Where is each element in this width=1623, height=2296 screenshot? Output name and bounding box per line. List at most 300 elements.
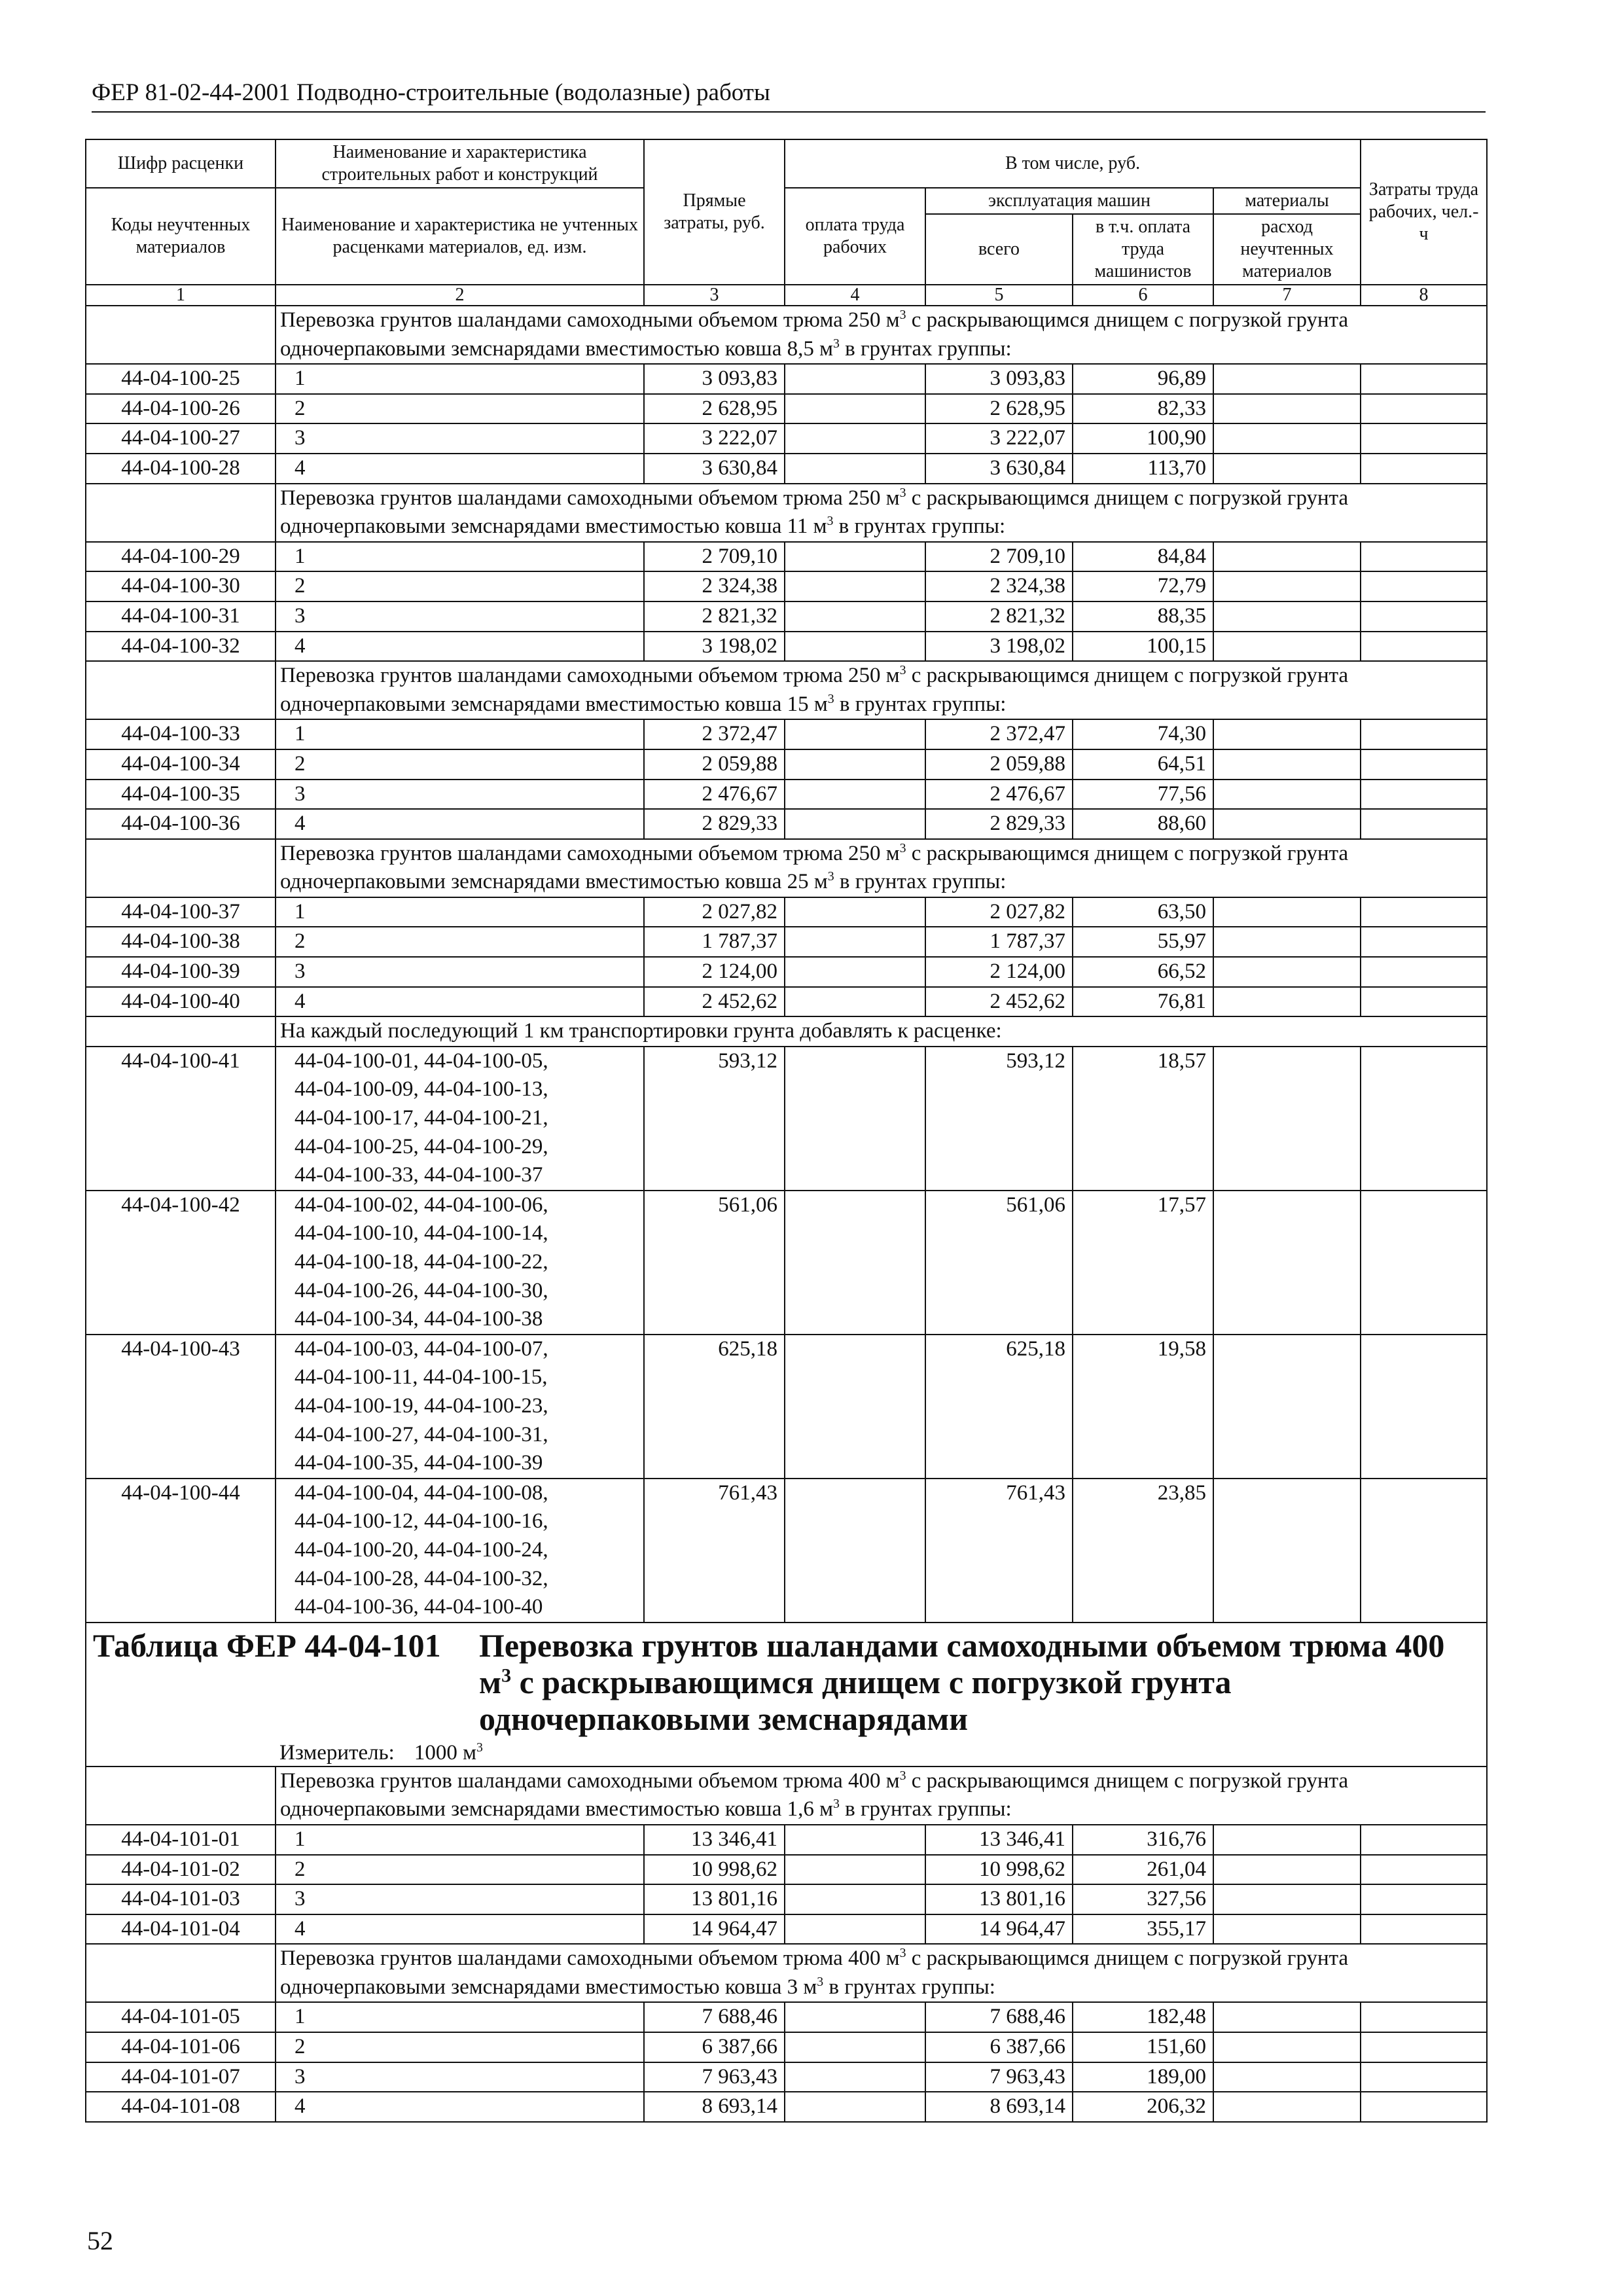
- table-row: [86, 1479, 1487, 1623]
- table-row: [86, 780, 1487, 810]
- rate-code: 44-04-100-35: [86, 780, 276, 810]
- machines-total: 2 372,47: [925, 719, 1073, 749]
- direct-cost: 625,18: [644, 1335, 785, 1479]
- head-materials: материалы: [1213, 188, 1361, 214]
- wages-cost: [785, 1914, 925, 1945]
- rate-code: 44-04-100-37: [86, 897, 276, 927]
- heading-code-cell: [86, 661, 276, 719]
- materials-use: [1213, 1191, 1361, 1335]
- heading-code-cell: [86, 1944, 276, 2002]
- machines-total: 2 829,33: [925, 809, 1073, 839]
- head-mat-use: расход неучтенных материалов: [1213, 214, 1361, 285]
- labor-cost: [1361, 780, 1487, 810]
- labor-cost: [1361, 394, 1487, 424]
- direct-cost: 2 476,67: [644, 780, 785, 810]
- wages-cost: [785, 719, 925, 749]
- direct-cost: 8 693,14: [644, 2092, 785, 2122]
- table-row: [86, 2092, 1487, 2122]
- machinist-wages: 113,70: [1073, 454, 1213, 484]
- page-header: ФЕР 81-02-44-2001 Подводно-строительные (водолазные) работы: [92, 77, 1486, 113]
- machines-total: 561,06: [925, 1191, 1073, 1335]
- table-title: Перевозка грунтов шаландами самоходными объемом трюма 400 $м^3$ с раскрывающимся днищем с погрузкой грунта одночерпаковыми земснарядами: [479, 1626, 1445, 1737]
- machinist-wages: 261,04: [1073, 1855, 1213, 1885]
- rate-code: 44-04-100-31: [86, 601, 276, 632]
- heading-code-cell: [86, 484, 276, 542]
- rate-name: 1: [276, 2002, 644, 2032]
- rate-name: 4: [276, 809, 644, 839]
- labor-cost: [1361, 1191, 1487, 1335]
- direct-cost: 2 124,00: [644, 957, 785, 987]
- wages-cost: [785, 454, 925, 484]
- materials-use: [1213, 809, 1361, 839]
- table-title-row: [86, 1623, 1487, 1767]
- rate-name: 1: [276, 364, 644, 394]
- rate-code: 44-04-100-39: [86, 957, 276, 987]
- rate-name: 1: [276, 897, 644, 927]
- machinist-wages: 355,17: [1073, 1914, 1213, 1945]
- materials-use: [1213, 927, 1361, 957]
- machines-total: 13 346,41: [925, 1825, 1073, 1855]
- labor-cost: [1361, 2002, 1487, 2032]
- head-name-bottom: Наименование и характеристика не учтенных расценками материалов, ед. изм.: [276, 188, 644, 285]
- wages-cost: [785, 2002, 925, 2032]
- measure-unit: [93, 1740, 1480, 1766]
- rate-code: 44-04-100-26: [86, 394, 276, 424]
- table-row: [86, 1191, 1487, 1335]
- rate-code: 44-04-100-27: [86, 423, 276, 454]
- materials-use: [1213, 542, 1361, 572]
- machines-total: 7 688,46: [925, 2002, 1073, 2032]
- rates-table: [85, 139, 1488, 2123]
- section-heading: Перевозка грунтов шаландами самоходными объемом трюма 250 $м^3$ с раскрывающимся днищем с погрузкой грунта одночерпаковыми земснарядами вместимостью ковша 25 $м^3$ в грунтах группы:: [276, 839, 1487, 897]
- head-name-top: Наименование и характеристика строительных работ и конструкций: [276, 139, 644, 188]
- colnum-2: 2: [276, 285, 644, 306]
- rate-name: 4: [276, 1914, 644, 1945]
- materials-use: [1213, 1479, 1361, 1623]
- page-number: 52: [87, 2226, 113, 2255]
- machines-total: 2 821,32: [925, 601, 1073, 632]
- rate-name: 44-04-100-03, 44-04-100-07, 44-04-100-11, 44-04-100-15, 44-04-100-19, 44-04-100-23, 44-04-100-27, 44-04-100-31, 44-04-100-35, 44-04-100-39: [276, 1335, 644, 1479]
- machinist-wages: 74,30: [1073, 719, 1213, 749]
- wages-cost: [785, 987, 925, 1017]
- labor-cost: [1361, 2032, 1487, 2062]
- direct-cost: 3 630,84: [644, 454, 785, 484]
- rate-code: 44-04-100-36: [86, 809, 276, 839]
- rate-code: 44-04-101-02: [86, 1855, 276, 1885]
- table-row: [86, 542, 1487, 572]
- machinist-wages: 19,58: [1073, 1335, 1213, 1479]
- measure-value: 1000 $м^3$: [414, 1740, 483, 1765]
- table-row: [86, 2002, 1487, 2032]
- materials-use: [1213, 897, 1361, 927]
- wages-cost: [785, 2092, 925, 2122]
- direct-cost: 2 059,88: [644, 749, 785, 780]
- measure-label: Измеритель:: [279, 1740, 395, 1765]
- machines-total: 3 222,07: [925, 423, 1073, 454]
- machines-total: 625,18: [925, 1335, 1073, 1479]
- direct-cost: 7 688,46: [644, 2002, 785, 2032]
- machines-total: 13 801,16: [925, 1884, 1073, 1914]
- direct-cost: 3 222,07: [644, 423, 785, 454]
- materials-use: [1213, 987, 1361, 1017]
- machines-total: 7 963,43: [925, 2062, 1073, 2092]
- machinist-wages: 77,56: [1073, 780, 1213, 810]
- materials-use: [1213, 364, 1361, 394]
- section-heading: Перевозка грунтов шаландами самоходными объемом трюма 250 $м^3$ с раскрывающимся днищем с погрузкой грунта одночерпаковыми земснарядами вместимостью ковша 15 $м^3$ в грунтах группы:: [276, 661, 1487, 719]
- machines-total: 3 198,02: [925, 632, 1073, 662]
- machines-total: 3 630,84: [925, 454, 1073, 484]
- wages-cost: [785, 571, 925, 601]
- wages-cost: [785, 1884, 925, 1914]
- rate-code: 44-04-100-29: [86, 542, 276, 572]
- machines-total: 6 387,66: [925, 2032, 1073, 2062]
- machines-total: 14 964,47: [925, 1914, 1073, 1945]
- direct-cost: 2 372,47: [644, 719, 785, 749]
- labor-cost: [1361, 1479, 1487, 1623]
- head-incl: В том числе, руб.: [785, 139, 1361, 188]
- rate-name: 2: [276, 927, 644, 957]
- section-row: [86, 1767, 1487, 1825]
- head-cipher: Шифр расценки: [86, 139, 276, 188]
- heading-code-cell: [86, 1767, 276, 1825]
- colnum-8: 8: [1361, 285, 1487, 306]
- rate-code: 44-04-100-41: [86, 1047, 276, 1191]
- labor-cost: [1361, 897, 1487, 927]
- machinist-wages: 100,15: [1073, 632, 1213, 662]
- rate-code: 44-04-100-25: [86, 364, 276, 394]
- direct-cost: 593,12: [644, 1047, 785, 1191]
- machinist-wages: 55,97: [1073, 927, 1213, 957]
- table-row: [86, 1855, 1487, 1885]
- materials-use: [1213, 1335, 1361, 1479]
- section-heading: Перевозка грунтов шаландами самоходными объемом трюма 400 $м^3$ с раскрывающимся днищем с погрузкой грунта одночерпаковыми земснарядами вместимостью ковша 3 $м^3$ в грунтах группы:: [276, 1944, 1487, 2002]
- per-km-row: [86, 1016, 1487, 1047]
- wages-cost: [785, 957, 925, 987]
- materials-use: [1213, 2032, 1361, 2062]
- rate-name: 1: [276, 1825, 644, 1855]
- table-row: [86, 423, 1487, 454]
- wages-cost: [785, 542, 925, 572]
- rate-name: 4: [276, 987, 644, 1017]
- rate-code: 44-04-100-34: [86, 749, 276, 780]
- rate-name: 3: [276, 423, 644, 454]
- machines-total: 761,43: [925, 1479, 1073, 1623]
- rate-name: 3: [276, 957, 644, 987]
- rate-code: 44-04-100-38: [86, 927, 276, 957]
- head-incl-machinist: в т.ч. оплата труда машинистов: [1073, 214, 1213, 285]
- labor-cost: [1361, 364, 1487, 394]
- table-title-cell: [86, 1623, 1487, 1767]
- machinist-wages: 84,84: [1073, 542, 1213, 572]
- rate-name: 3: [276, 601, 644, 632]
- wages-cost: [785, 897, 925, 927]
- wages-cost: [785, 809, 925, 839]
- table-row: [86, 749, 1487, 780]
- machinist-wages: 189,00: [1073, 2062, 1213, 2092]
- materials-use: [1213, 780, 1361, 810]
- materials-use: [1213, 2002, 1361, 2032]
- direct-cost: 2 821,32: [644, 601, 785, 632]
- rate-code: 44-04-101-04: [86, 1914, 276, 1945]
- rate-name: 3: [276, 780, 644, 810]
- labor-cost: [1361, 957, 1487, 987]
- wages-cost: [785, 927, 925, 957]
- section-row: [86, 1944, 1487, 2002]
- machines-total: 3 093,83: [925, 364, 1073, 394]
- machinist-wages: 151,60: [1073, 2032, 1213, 2062]
- wages-cost: [785, 2062, 925, 2092]
- materials-use: [1213, 749, 1361, 780]
- rate-code: 44-04-100-32: [86, 632, 276, 662]
- machinist-wages: 327,56: [1073, 1884, 1213, 1914]
- table-row: [86, 897, 1487, 927]
- rate-name: 2: [276, 749, 644, 780]
- labor-cost: [1361, 454, 1487, 484]
- labor-cost: [1361, 1825, 1487, 1855]
- table-row: [86, 719, 1487, 749]
- rate-name: 2: [276, 394, 644, 424]
- direct-cost: 3 093,83: [644, 364, 785, 394]
- machinist-wages: 17,57: [1073, 1191, 1213, 1335]
- rate-name: 4: [276, 454, 644, 484]
- rate-code: 44-04-101-06: [86, 2032, 276, 2062]
- labor-cost: [1361, 1335, 1487, 1479]
- rate-code: 44-04-100-40: [86, 987, 276, 1017]
- machinist-wages: 316,76: [1073, 1825, 1213, 1855]
- wages-cost: [785, 364, 925, 394]
- direct-cost: 2 829,33: [644, 809, 785, 839]
- table-body: [86, 306, 1487, 2122]
- machines-total: 2 452,62: [925, 987, 1073, 1017]
- machines-total: 2 124,00: [925, 957, 1073, 987]
- section-heading: Перевозка грунтов шаландами самоходными объемом трюма 250 $м^3$ с раскрывающимся днищем с погрузкой грунта одночерпаковыми земснарядами вместимостью ковша 11 $м^3$ в грунтах группы:: [276, 484, 1487, 542]
- materials-use: [1213, 571, 1361, 601]
- heading-code-cell: [86, 1016, 276, 1047]
- machines-total: 2 324,38: [925, 571, 1073, 601]
- rate-name: 44-04-100-02, 44-04-100-06, 44-04-100-10, 44-04-100-14, 44-04-100-18, 44-04-100-22, 44-04-100-26, 44-04-100-30, 44-04-100-34, 44-04-100-38: [276, 1191, 644, 1335]
- rate-name: 4: [276, 632, 644, 662]
- machinist-wages: 72,79: [1073, 571, 1213, 601]
- table-row: [86, 1884, 1487, 1914]
- table-row: [86, 2032, 1487, 2062]
- labor-cost: [1361, 749, 1487, 780]
- rate-code: 44-04-100-43: [86, 1335, 276, 1479]
- direct-cost: 2 452,62: [644, 987, 785, 1017]
- table-row: [86, 2062, 1487, 2092]
- rate-code: 44-04-100-33: [86, 719, 276, 749]
- colnum-7: 7: [1213, 285, 1361, 306]
- wages-cost: [785, 1335, 925, 1479]
- rate-code: 44-04-101-07: [86, 2062, 276, 2092]
- materials-use: [1213, 1825, 1361, 1855]
- wages-cost: [785, 632, 925, 662]
- machinist-wages: 206,32: [1073, 2092, 1213, 2122]
- labor-cost: [1361, 927, 1487, 957]
- materials-use: [1213, 957, 1361, 987]
- wages-cost: [785, 1047, 925, 1191]
- head-labor-total: Затраты труда рабочих, чел.-ч: [1361, 139, 1487, 285]
- head-machines: эксплуатация машин: [925, 188, 1213, 214]
- machinist-wages: 88,60: [1073, 809, 1213, 839]
- rate-name: 2: [276, 2032, 644, 2062]
- head-wages: оплата труда рабочих: [785, 188, 925, 285]
- wages-cost: [785, 1191, 925, 1335]
- labor-cost: [1361, 423, 1487, 454]
- wages-cost: [785, 1479, 925, 1623]
- colnum-1: 1: [86, 285, 276, 306]
- labor-cost: [1361, 1855, 1487, 1885]
- table-row: [86, 1914, 1487, 1945]
- direct-cost: 561,06: [644, 1191, 785, 1335]
- rate-code: 44-04-101-01: [86, 1825, 276, 1855]
- labor-cost: [1361, 2062, 1487, 2092]
- direct-cost: 2 709,10: [644, 542, 785, 572]
- heading-code-cell: [86, 839, 276, 897]
- materials-use: [1213, 423, 1361, 454]
- head-total: всего: [925, 214, 1073, 285]
- materials-use: [1213, 1047, 1361, 1191]
- table-row: [86, 1047, 1487, 1191]
- rate-name: 44-04-100-04, 44-04-100-08, 44-04-100-12, 44-04-100-16, 44-04-100-20, 44-04-100-24, 44-04-100-28, 44-04-100-32, 44-04-100-36, 44-04-100-40: [276, 1479, 644, 1623]
- wages-cost: [785, 749, 925, 780]
- labor-cost: [1361, 2092, 1487, 2122]
- labor-cost: [1361, 719, 1487, 749]
- direct-cost: 761,43: [644, 1479, 785, 1623]
- direct-cost: 2 027,82: [644, 897, 785, 927]
- table-row: [86, 601, 1487, 632]
- wages-cost: [785, 394, 925, 424]
- machinist-wages: 23,85: [1073, 1479, 1213, 1623]
- direct-cost: 7 963,43: [644, 2062, 785, 2092]
- table-row: [86, 1825, 1487, 1855]
- section-row: [86, 306, 1487, 364]
- table-row: [86, 632, 1487, 662]
- colnum-5: 5: [925, 285, 1073, 306]
- rate-name: 1: [276, 719, 644, 749]
- labor-cost: [1361, 1914, 1487, 1945]
- labor-cost: [1361, 601, 1487, 632]
- wages-cost: [785, 2032, 925, 2062]
- direct-cost: 13 801,16: [644, 1884, 785, 1914]
- machinist-wages: 88,35: [1073, 601, 1213, 632]
- labor-cost: [1361, 809, 1487, 839]
- rate-code: 44-04-101-05: [86, 2002, 276, 2032]
- machines-total: 1 787,37: [925, 927, 1073, 957]
- machines-total: 593,12: [925, 1047, 1073, 1191]
- table-row: [86, 809, 1487, 839]
- rate-name: 3: [276, 2062, 644, 2092]
- labor-cost: [1361, 1884, 1487, 1914]
- materials-use: [1213, 1855, 1361, 1885]
- labor-cost: [1361, 571, 1487, 601]
- rate-name: 4: [276, 2092, 644, 2122]
- section-row: [86, 839, 1487, 897]
- rate-code: 44-04-100-30: [86, 571, 276, 601]
- table-row: [86, 364, 1487, 394]
- machines-total: 10 998,62: [925, 1855, 1073, 1885]
- colnum-6: 6: [1073, 285, 1213, 306]
- direct-cost: 3 198,02: [644, 632, 785, 662]
- wages-cost: [785, 601, 925, 632]
- machinist-wages: 76,81: [1073, 987, 1213, 1017]
- section-row: [86, 484, 1487, 542]
- colnum-4: 4: [785, 285, 925, 306]
- materials-use: [1213, 1914, 1361, 1945]
- machinist-wages: 18,57: [1073, 1047, 1213, 1191]
- machinist-wages: 96,89: [1073, 364, 1213, 394]
- labor-cost: [1361, 1047, 1487, 1191]
- direct-cost: 1 787,37: [644, 927, 785, 957]
- materials-use: [1213, 632, 1361, 662]
- section-heading: Перевозка грунтов шаландами самоходными объемом трюма 400 $м^3$ с раскрывающимся днищем с погрузкой грунта одночерпаковыми земснарядами вместимостью ковша 1,6 $м^3$ в грунтах группы:: [276, 1767, 1487, 1825]
- rate-name: 44-04-100-01, 44-04-100-05, 44-04-100-09, 44-04-100-13, 44-04-100-17, 44-04-100-21, 44-04-100-25, 44-04-100-29, 44-04-100-33, 44-04-100-37: [276, 1047, 644, 1191]
- rate-name: 2: [276, 571, 644, 601]
- direct-cost: 2 628,95: [644, 394, 785, 424]
- materials-use: [1213, 601, 1361, 632]
- labor-cost: [1361, 542, 1487, 572]
- section-row: [86, 661, 1487, 719]
- direct-cost: 10 998,62: [644, 1855, 785, 1885]
- machinist-wages: 82,33: [1073, 394, 1213, 424]
- machinist-wages: 63,50: [1073, 897, 1213, 927]
- head-direct: Прямые затраты, руб.: [644, 139, 785, 285]
- machinist-wages: 66,52: [1073, 957, 1213, 987]
- machines-total: 2 709,10: [925, 542, 1073, 572]
- labor-cost: [1361, 987, 1487, 1017]
- section-heading: На каждый последующий 1 км транспортировки грунта добавлять к расценке:: [276, 1016, 1487, 1047]
- table-row: [86, 957, 1487, 987]
- machines-total: 2 059,88: [925, 749, 1073, 780]
- table-row: [86, 987, 1487, 1017]
- direct-cost: 14 964,47: [644, 1914, 785, 1945]
- machinist-wages: 100,90: [1073, 423, 1213, 454]
- direct-cost: 2 324,38: [644, 571, 785, 601]
- rate-code: 44-04-100-28: [86, 454, 276, 484]
- table-label: Таблица ФЕР 44-04-101: [93, 1626, 441, 1664]
- table-row: [86, 1335, 1487, 1479]
- labor-cost: [1361, 632, 1487, 662]
- rate-code: 44-04-100-42: [86, 1191, 276, 1335]
- rate-name: 2: [276, 1855, 644, 1885]
- wages-cost: [785, 1825, 925, 1855]
- machinist-wages: 64,51: [1073, 749, 1213, 780]
- rate-name: 1: [276, 542, 644, 572]
- materials-use: [1213, 394, 1361, 424]
- direct-cost: 6 387,66: [644, 2032, 785, 2062]
- machinist-wages: 182,48: [1073, 2002, 1213, 2032]
- wages-cost: [785, 1855, 925, 1885]
- materials-use: [1213, 719, 1361, 749]
- materials-use: [1213, 2062, 1361, 2092]
- heading-code-cell: [86, 306, 276, 364]
- machines-total: 2 476,67: [925, 780, 1073, 810]
- machines-total: 2 027,82: [925, 897, 1073, 927]
- materials-use: [1213, 2092, 1361, 2122]
- table-row: [86, 927, 1487, 957]
- rate-name: 3: [276, 1884, 644, 1914]
- table-row: [86, 571, 1487, 601]
- machines-total: 8 693,14: [925, 2092, 1073, 2122]
- head-codes: Коды неучтенных материалов: [86, 188, 276, 285]
- rate-code: 44-04-101-03: [86, 1884, 276, 1914]
- section-heading: Перевозка грунтов шаландами самоходными объемом трюма 250 $м^3$ с раскрывающимся днищем с погрузкой грунта одночерпаковыми земснарядами вместимостью ковша 8,5 $м^3$ в грунтах группы:: [276, 306, 1487, 364]
- direct-cost: 13 346,41: [644, 1825, 785, 1855]
- machines-total: 2 628,95: [925, 394, 1073, 424]
- colnum-3: 3: [644, 285, 785, 306]
- table-row: [86, 454, 1487, 484]
- rate-code: 44-04-100-44: [86, 1479, 276, 1623]
- materials-use: [1213, 1884, 1361, 1914]
